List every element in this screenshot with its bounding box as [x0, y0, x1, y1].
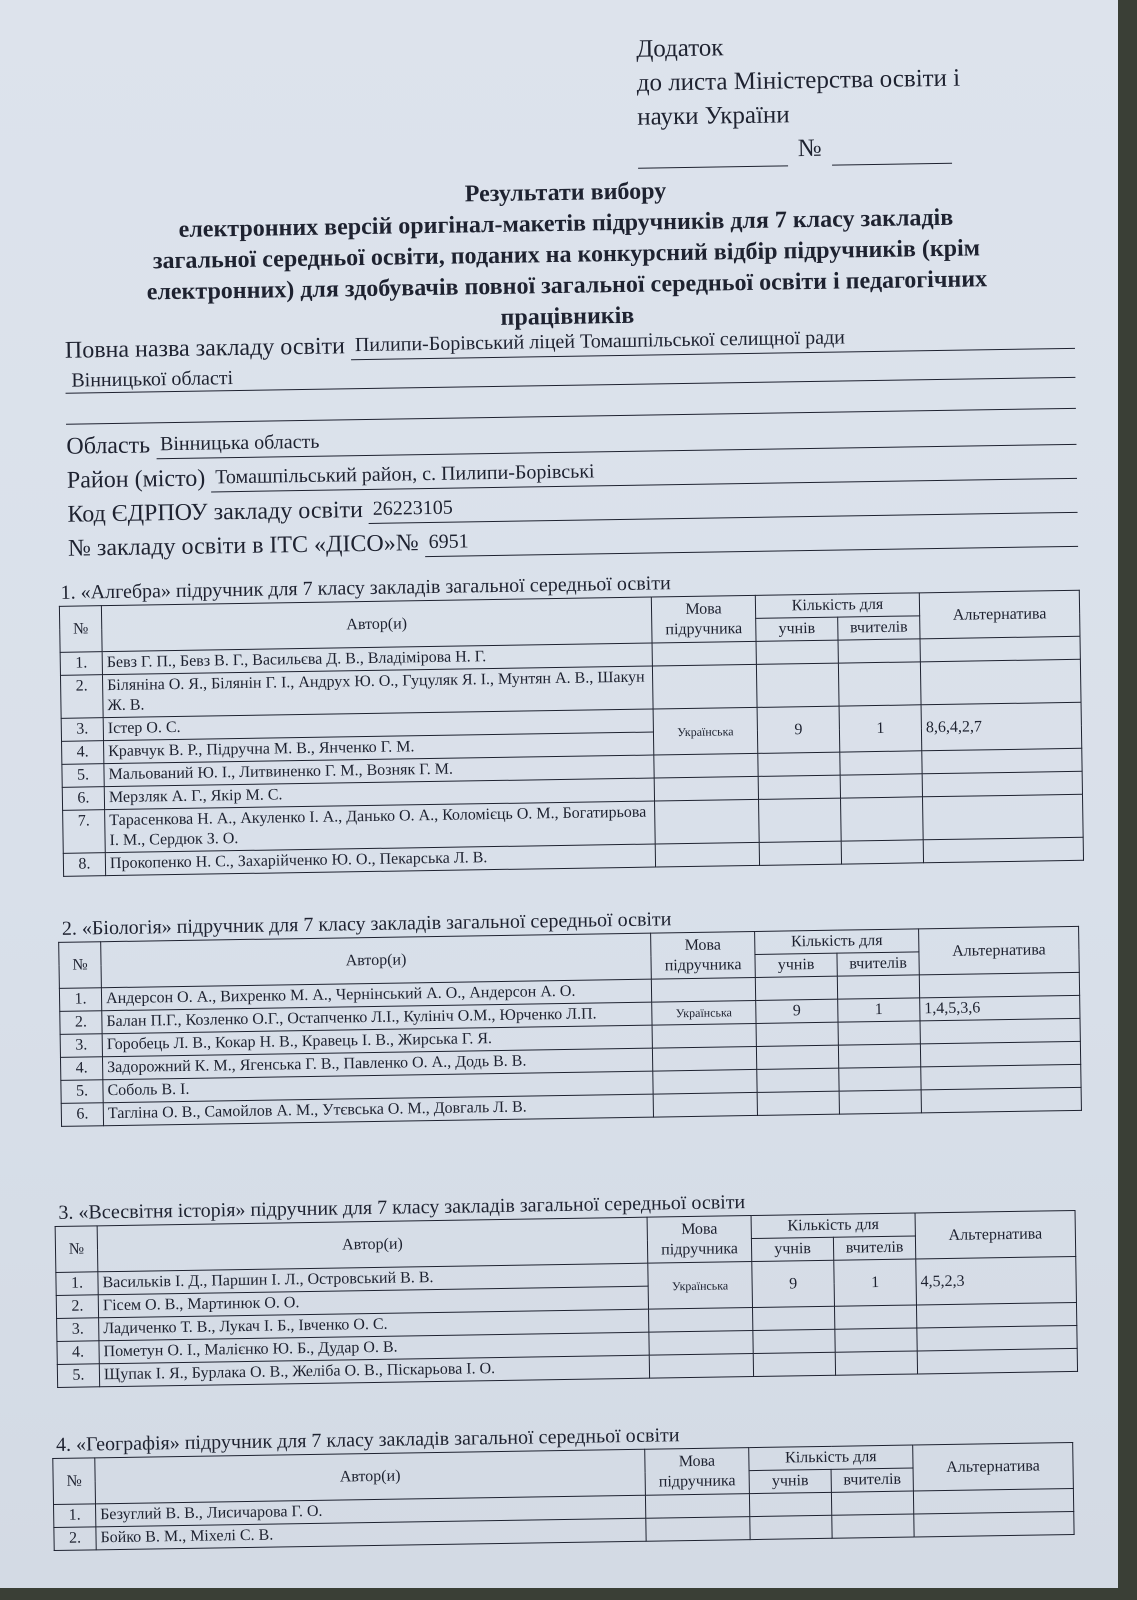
row-num: 5.	[61, 1080, 103, 1104]
row-num: 5.	[62, 764, 104, 788]
header-alternative: Альтернатива	[919, 590, 1080, 639]
region-label: Область	[66, 432, 151, 460]
itc-label: № закладу освіти в ІТС «ДІСО»№	[67, 530, 419, 562]
row-num: 1.	[56, 1272, 98, 1296]
alternative-value: 8,6,4,2,7	[921, 702, 1082, 751]
section-title-biology: 2. «Біологія» підручник для 7 класу закладів загальної середньої освіти	[61, 908, 672, 940]
row-num: 7.	[63, 810, 106, 854]
header-author: Автор(и)	[95, 1449, 646, 1504]
header-language: Мова підручника	[651, 931, 756, 979]
row-author: Тагліна О. В., Самойлов А. М., Утєвська О. М., Довгаль Л. В.	[103, 1094, 653, 1126]
number-sign: №	[797, 134, 822, 163]
row-num: 2.	[54, 1527, 96, 1551]
row-num: 1.	[60, 652, 102, 676]
addendum-line-3: науки України	[637, 101, 790, 131]
table-algebra	[59, 590, 1084, 877]
header-alternative: Альтернатива	[913, 1443, 1074, 1492]
row-num: 2.	[60, 675, 103, 719]
row-author: Кравчук В. Р., Підручна М. В., Янченко Г. М.	[104, 732, 654, 764]
row-author: Ладиченко Т. В., Лукач І. Б., Івченко О. С.	[99, 1309, 649, 1341]
number-blank	[832, 139, 952, 166]
header-num: №	[53, 1458, 96, 1505]
header-count: Кількість для	[755, 929, 919, 955]
teachers-count: 1	[834, 1259, 917, 1306]
header-teachers: вчителів	[837, 952, 919, 976]
title-line-5: працівників	[500, 302, 635, 331]
row-author: Соболь В. І.	[103, 1071, 653, 1103]
header-students: учнів	[755, 953, 837, 977]
header-count: Кількість для	[751, 1213, 915, 1239]
district-label: Район (місто)	[66, 465, 206, 494]
row-author: Істер О. С.	[103, 709, 653, 741]
row-num: 5.	[57, 1364, 99, 1388]
header-language: Мова підручника	[651, 595, 756, 643]
date-blank	[638, 141, 788, 168]
alternative-value: 1,4,5,3,6	[920, 995, 1080, 1021]
header-language: Мова підручника	[645, 1448, 750, 1496]
header-count: Кількість для	[755, 593, 919, 619]
row-author: Щупак І. Я., Бурлака О. В., Желіба О. В., Піскарьова І. О.	[99, 1355, 649, 1387]
row-author: Балан П.Г., Козленко О.Г., Остапченко Л.І., Кулініч О.М., Юрченко Л.П.	[102, 1002, 652, 1034]
header-alternative: Альтернатива	[915, 1210, 1076, 1259]
row-author: Гісем О. В., Мартинюк О. О.	[98, 1286, 648, 1318]
table-geography	[52, 1442, 1074, 1551]
row-num: 1.	[59, 988, 101, 1012]
row-num: 2.	[60, 1011, 102, 1035]
row-author: Тарасенкова Н. А., Акуленко І. А., Данько О. А., Коломієць О. М., Богатирьова І. М., Сердюк З. О.	[105, 801, 656, 853]
header-teachers: вчителів	[833, 1236, 915, 1260]
header-students: учнів	[756, 617, 838, 641]
header-teachers: вчителів	[838, 616, 920, 640]
table-biology	[58, 926, 1082, 1127]
header-author: Автор(и)	[101, 933, 652, 988]
header-alternative: Альтернатива	[919, 926, 1080, 975]
row-num: 4.	[57, 1341, 99, 1365]
row-author: Прокопенко Н. С., Захарійченко Ю. О., Пекарська Л. В.	[105, 844, 655, 876]
row-author: Бойко В. М., Міхелі С. В.	[96, 1518, 646, 1550]
language-value: Українська	[652, 1000, 756, 1025]
section-title-world-history: 3. «Всесвітня історія» підручник для 7 класу закладів загальної середньої освіти	[58, 1191, 746, 1224]
row-author: Мальований Ю. І., Литвиненко Г. М., Возняк Г. М.	[104, 755, 654, 787]
row-author: Горобець Л. В., Кокар Н. В., Кравець І. В., Жирська Г. Я.	[102, 1025, 652, 1057]
row-num: 3.	[61, 718, 103, 742]
header-author: Автор(и)	[97, 1217, 648, 1272]
header-num: №	[59, 942, 102, 989]
row-num: 2.	[56, 1295, 98, 1319]
row-num: 6.	[62, 787, 104, 811]
row-num: 8.	[63, 853, 105, 877]
header-num: №	[59, 606, 102, 653]
row-author: Безуглий В. В., Лисичарова Г. О.	[95, 1495, 645, 1527]
section-title-geography: 4. «Географія» підручник для 7 класу закладів загальної середньої освіти	[55, 1424, 680, 1456]
row-num: 1.	[54, 1504, 96, 1528]
header-author: Автор(и)	[101, 597, 652, 652]
alternative-value: 4,5,2,3	[916, 1256, 1077, 1305]
document-title	[60, 170, 1072, 341]
region-value: Вінницька область	[156, 416, 1077, 459]
header-students: учнів	[751, 1237, 833, 1261]
teachers-count: 1	[839, 705, 922, 752]
header-count: Кількість для	[749, 1445, 913, 1471]
table-world-history	[55, 1210, 1078, 1388]
header-num: №	[55, 1226, 98, 1273]
header-language: Мова підручника	[647, 1216, 752, 1264]
addendum-line-1: Додаток	[636, 34, 724, 63]
row-num: 4.	[62, 741, 104, 765]
addendum-block	[636, 28, 962, 169]
full-name-label: Повна назва закладу освіти	[64, 333, 346, 364]
section-title-algebra: 1. «Алгебра» підручник для 7 класу закладів загальної середньої освіти	[60, 572, 671, 604]
language-value: Українська	[648, 1262, 753, 1310]
students-count: 9	[757, 706, 840, 753]
row-author: Біляніна О. Я., Білянін Г. І., Андрух Ю. О., Гуцуляк Я. І., Мунтян А. В., Шакун Ж. В.	[102, 666, 653, 718]
row-author: Андерсон О. А., Вихренко М. А., Чернінський А. О., Андерсон А. О.	[101, 979, 651, 1011]
full-name-continuation: Вінницької області	[71, 367, 234, 392]
row-author: Задорожний К. М., Ягенська Г. В., Павленко О. А., Додь В. В.	[102, 1048, 652, 1080]
row-num: 3.	[57, 1318, 99, 1342]
addendum-line-2: до листа Міністерства освіти і	[636, 64, 961, 97]
title-line-1: Результати вибору	[464, 178, 667, 208]
edrpou-label: Код ЄДРПОУ закладу освіти	[67, 497, 364, 528]
row-author: Васильків І. Д., Паршин І. Л., Островський В. В.	[98, 1263, 648, 1295]
language-value: Українська	[653, 707, 758, 755]
edrpou-value: 26223105	[369, 484, 1078, 524]
row-author: Мерзляк А. Г., Якір М. С.	[104, 778, 654, 810]
row-author: Бевз Г. П., Бевз В. Г., Васильєва Д. В., Владімірова Н. Г.	[102, 643, 652, 675]
row-num: 4.	[60, 1057, 102, 1081]
header-students: учнів	[749, 1469, 831, 1493]
itc-value: 6951	[424, 518, 1078, 557]
title-line-3: загальної середньої освіти, поданих на конкурсний відбір підручників (крім	[152, 235, 981, 275]
district-value: Томашпільський район, с. Пилипи-Борівські	[211, 450, 1077, 493]
title-line-4: електронних) для здобувачів повної загальної середньої освіти і педагогічних	[146, 266, 988, 306]
row-author: Пометун О. І., Малієнко Ю. Б., Дудар О. В.	[99, 1332, 649, 1364]
students-count: 9	[756, 999, 838, 1023]
full-name-value: Пилипи-Борівський ліцей Томашпільської селищної ради	[351, 320, 1075, 360]
row-num: 3.	[60, 1034, 102, 1058]
addendum-number-line	[638, 130, 962, 169]
row-num: 6.	[61, 1103, 103, 1127]
title-line-2: електронних версій оригінал-макетів підручників для 7 класу закладів	[178, 204, 954, 243]
teachers-count: 1	[838, 998, 920, 1022]
header-teachers: вчителів	[831, 1468, 913, 1492]
students-count: 9	[752, 1260, 835, 1307]
